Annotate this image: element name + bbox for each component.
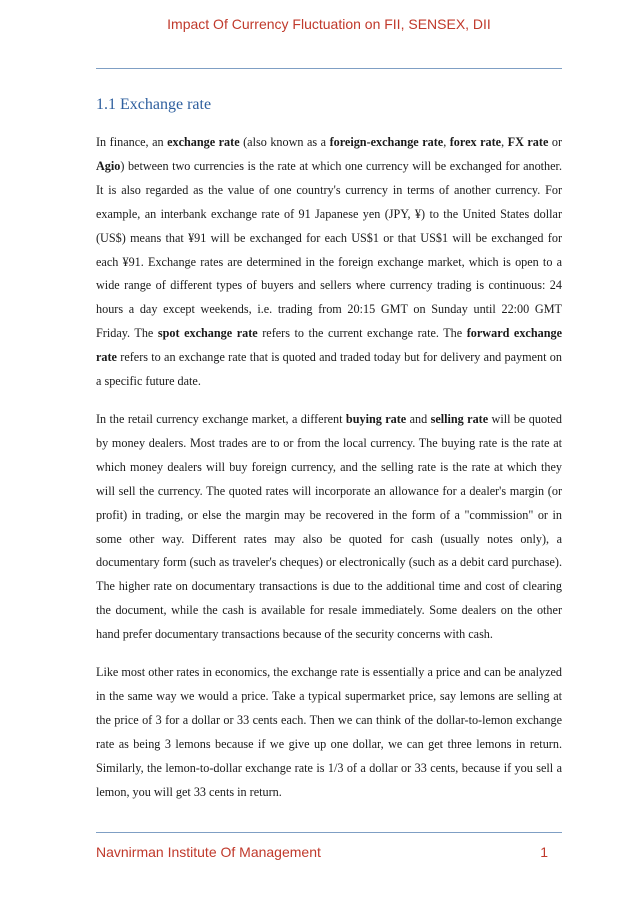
section-heading: 1.1 Exchange rate bbox=[96, 96, 212, 113]
term-forex-rate: forex rate bbox=[449, 135, 502, 149]
text-run: , bbox=[443, 135, 450, 149]
header-divider bbox=[96, 68, 562, 69]
text-run: In finance, an bbox=[96, 135, 168, 149]
text-run: will be quoted by money dealers. Most trades are to or from the local currency. The buying rate is the rate at which money dealers will buy foreign currency, and the selling rate is the rate at which they will sell the currency. The quoted rates will incorporate an allowance for a dealer's margin (or profit) in trading, or else the margin may be recovered in the form of a "commission" or in some other way. Different rates may also be quoted for cash (usually notes only), a documentary form (such as traveler's cheques) or electronically (such as a debit card purchase). The higher rate on documentary transactions is due to the additional time and cost of clearing the document, while the cash is available for resale immediately. Some dealers on the other hand prefer documentary transactions because of the security concerns with cash. bbox=[96, 411, 562, 642]
term-agio: Agio bbox=[96, 158, 121, 173]
paragraph-retail-market bbox=[96, 408, 562, 647]
paragraph-exchange-rate-definition bbox=[96, 131, 562, 394]
term-foreign-exchange-rate: foreign-exchange rate bbox=[329, 135, 444, 149]
page-header-title: Impact Of Currency Fluctuation on FII, SENSEX, DII bbox=[167, 16, 491, 32]
text-run: refers to an exchange rate that is quoted and traded today but for delivery and payment on a specific future date. bbox=[96, 350, 562, 389]
text-run: refers to the current exchange rate. The bbox=[257, 326, 467, 341]
text-run: ) between two currencies is the rate at which one currency will be exchanged for another. It is also regarded as the value of one country's currency in terms of another currency. For example, an interbank exchange rate of 91 Japanese yen (JPY, ¥) to the United States dollar (US$) means that ¥91 will be exchanged for each US$1 or that US$1 will be exchanged for each ¥91. Exchange rates are determined in the foreign exchange market, which is open to a wide range of different types of buyers and sellers where currency trading is continuous: 24 hours a day except weekends, i.e. trading from 20:15 GMT on Sunday until 22:00 GMT Friday. The bbox=[96, 158, 562, 341]
footer-institute-name: Navnirman Institute Of Management bbox=[96, 844, 321, 860]
term-forward-exchange-rate: forward exchange rate bbox=[96, 326, 562, 365]
term-buying-rate: buying rate bbox=[345, 411, 407, 426]
body-text bbox=[96, 131, 562, 818]
term-fx-rate: FX rate bbox=[507, 135, 549, 149]
text-run: , bbox=[501, 135, 508, 149]
text-run: In the retail currency exchange market, a different bbox=[96, 411, 346, 426]
footer-divider bbox=[96, 832, 562, 833]
paragraph-price-analogy: Like most other rates in economics, the exchange rate is essentially a price and can be analyzed in the same way we would a price. Take a typical supermarket price, say lemons are selling at the price of 3 for a dollar or 33 cents each. Then we can think of the dollar-to-lemon exchange rate as being 3 lemons because if we give up one dollar, we can get three lemons in return. Similarly, the lemon-to-dollar exchange rate is 1/3 of a dollar or 33 cents, because if you sell a lemon, you will get 33 cents in return. bbox=[96, 665, 562, 799]
page-footer bbox=[96, 844, 562, 860]
text-run: or bbox=[548, 135, 563, 149]
text-run: and bbox=[406, 411, 431, 426]
term-selling-rate: selling rate bbox=[430, 411, 489, 426]
text-run: (also known as a bbox=[239, 135, 330, 149]
term-spot-exchange-rate: spot exchange rate bbox=[157, 326, 258, 341]
term-exchange-rate: exchange rate bbox=[167, 135, 240, 149]
page-number: 1 bbox=[540, 844, 548, 860]
